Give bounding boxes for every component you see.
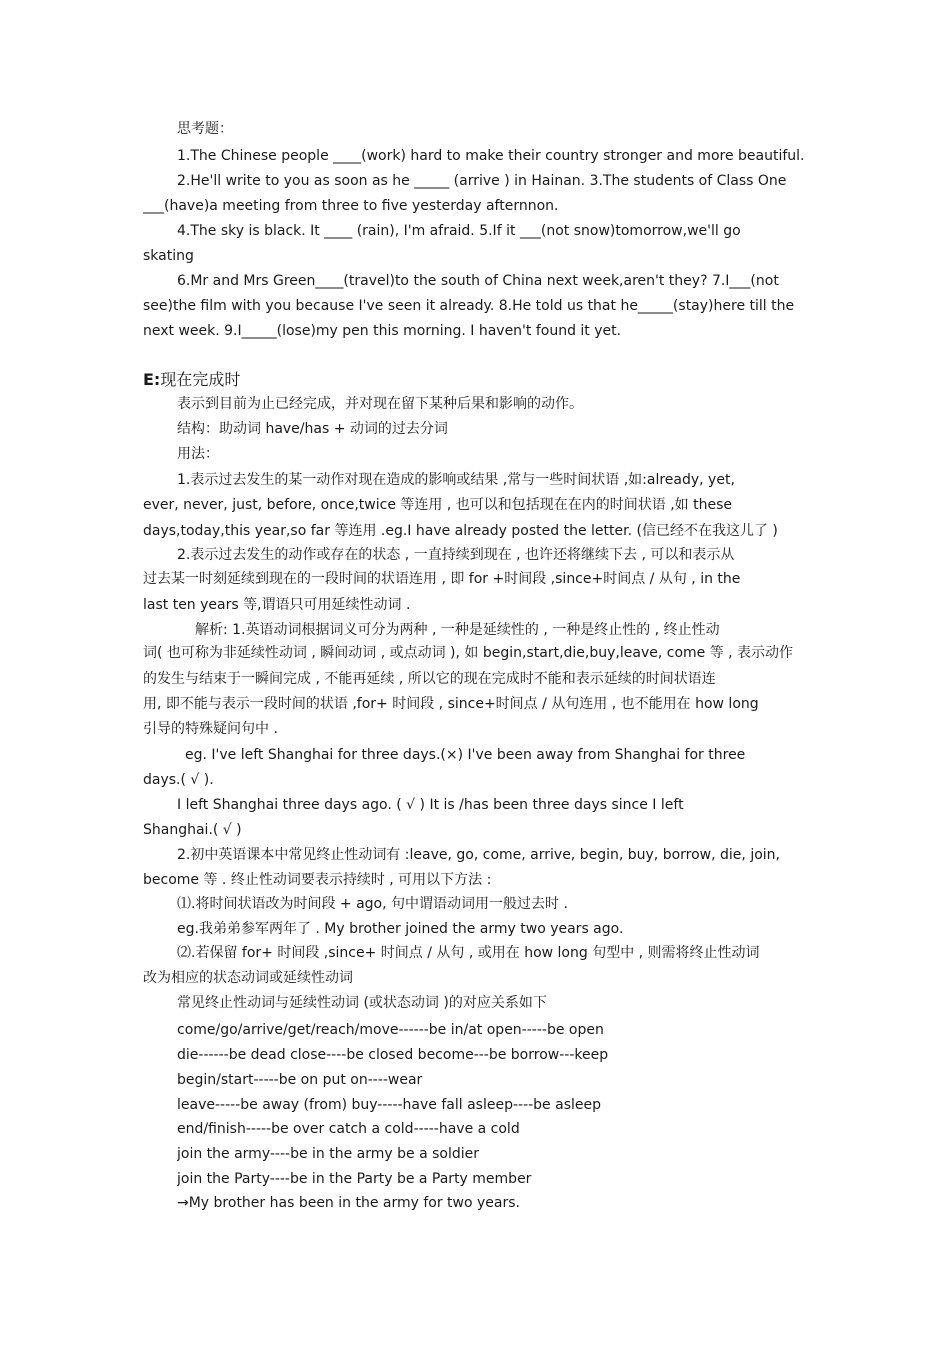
body-line: become 等 . 终止性动词要表示持续时 , 可用以下方法 : bbox=[143, 872, 492, 888]
example-line: eg. I've left Shanghai for three days.(×) I've been away from Shanghai for three bbox=[185, 747, 746, 763]
section-heading-label: E: bbox=[143, 370, 161, 389]
exercise-line: 6.Mr and Mrs Green____(travel)to the south of China next week,aren't they? 7.I___(not bbox=[177, 273, 779, 289]
example-line: eg.我弟弟参军两年了 . My brother joined the army two years ago. bbox=[177, 921, 624, 937]
body-line: 1.表示过去发生的某一动作对现在造成的影响或结果 ,常与一些时间状语 ,如:already, yet, bbox=[177, 472, 735, 488]
body-line: 2.初中英语课本中常见终止性动词有 :leave, go, come, arrive, begin, buy, borrow, die, join, bbox=[177, 847, 780, 863]
body-line: 常见终止性动词与延续性动词 (或状态动词 )的对应关系如下 bbox=[177, 995, 547, 1011]
example-line: Shanghai.( √ ) bbox=[143, 822, 242, 838]
verb-pair-line: end/finish-----be over catch a cold-----have a cold bbox=[177, 1121, 520, 1137]
body-line: 改为相应的状态动词或延续性动词 bbox=[143, 970, 353, 986]
body-line: last ten years 等,谓语只可用延续性动词 . bbox=[143, 597, 411, 613]
verb-pair-line: die------be dead close----be closed become---be borrow---keep bbox=[177, 1047, 609, 1063]
body-line: 词( 也可称为非延续性动词 , 瞬间动词 , 或点动词 ), 如 begin,start,die,buy,leave, come 等 , 表示动作 bbox=[143, 645, 794, 661]
body-line: 解析: 1.英语动词根据词义可分为两种 , 一种是延续性的 , 一种是终止性的 , 终止性动 bbox=[195, 622, 720, 638]
exercise-line: 1.The Chinese people ____(work) hard to make their country stronger and more beautiful. bbox=[177, 148, 805, 164]
body-line: 结构：助动词 have/has + 动词的过去分词 bbox=[177, 421, 448, 437]
exercise-line: ___(have)a meeting from three to five yesterday afternnon. bbox=[143, 198, 559, 214]
body-line: 用, 即不能与表示一段时间的状语 ,for+ 时间段 , since+时间点 / 从句连用 , 也不能用在 how long bbox=[143, 696, 759, 712]
exercise-line: skating bbox=[143, 248, 194, 264]
exercise-line: see)the film with you because I've seen it already. 8.He told us that he_____(stay)here till the bbox=[143, 298, 795, 314]
body-line: ⑵.若保留 for+ 时间段 ,since+ 时间点 / 从句 , 或用在 how long 句型中 , 则需将终止性动词 bbox=[177, 945, 760, 961]
verb-pair-line: leave-----be away (from) buy-----have fall asleep----be asleep bbox=[177, 1097, 601, 1113]
section-heading-text: 现在完成时 bbox=[160, 370, 241, 389]
body-line: 用法： bbox=[177, 446, 219, 462]
section-heading bbox=[143, 370, 240, 390]
think-title: 思考题： bbox=[177, 121, 233, 137]
body-line: 2.表示过去发生的动作或存在的状态 , 一直持续到现在 , 也许还将继续下去 , 可以和表示从 bbox=[177, 547, 735, 563]
verb-pair-line: join the Party----be in the Party be a Party member bbox=[177, 1171, 532, 1187]
body-line: days,today,this year,so far 等连用 .eg.I have already posted the letter. (信已经不在我这儿了 ) bbox=[143, 523, 778, 539]
example-line: →My brother has been in the army for two years. bbox=[177, 1195, 520, 1211]
verb-pair-line: join the army----be in the army be a soldier bbox=[177, 1146, 479, 1162]
example-line: days.( √ ). bbox=[143, 772, 214, 788]
exercise-line: 2.He'll write to you as soon as he _____ (arrive ) in Hainan. 3.The students of Class One bbox=[177, 173, 787, 189]
exercise-line: 4.The sky is black. It ____ (rain), I'm afraid. 5.If it ___(not snow)tomorrow,we'll go bbox=[177, 223, 741, 239]
example-line: I left Shanghai three days ago. ( √ ) It is /has been three days since I left bbox=[177, 797, 684, 813]
body-line: 过去某一时刻延续到现在的一段时间的状语连用 , 即 for +时间段 ,since+时间点 / 从句 , in the bbox=[143, 571, 741, 587]
body-line: 引导的特殊疑问句中 . bbox=[143, 721, 278, 737]
body-line: ⑴.将时间状语改为时间段 + ago, 句中谓语动词用一般过去时 . bbox=[177, 896, 568, 912]
body-line: ever, never, just, before, once,twice 等连用 , 也可以和包括现在在内的时间状语 ,如 these bbox=[143, 497, 732, 513]
verb-pair-line: come/go/arrive/get/reach/move------be in/at open-----be open bbox=[177, 1022, 604, 1038]
verb-pair-line: begin/start-----be on put on----wear bbox=[177, 1072, 423, 1088]
body-line: 表示到目前为止已经完成，并对现在留下某种后果和影响的动作。 bbox=[177, 396, 583, 412]
body-line: 的发生与结束于一瞬间完成 , 不能再延续 , 所以它的现在完成时不能和表示延续的时间状语连 bbox=[143, 671, 716, 687]
exercise-line: next week. 9.I_____(lose)my pen this morning. I haven't found it yet. bbox=[143, 323, 622, 339]
